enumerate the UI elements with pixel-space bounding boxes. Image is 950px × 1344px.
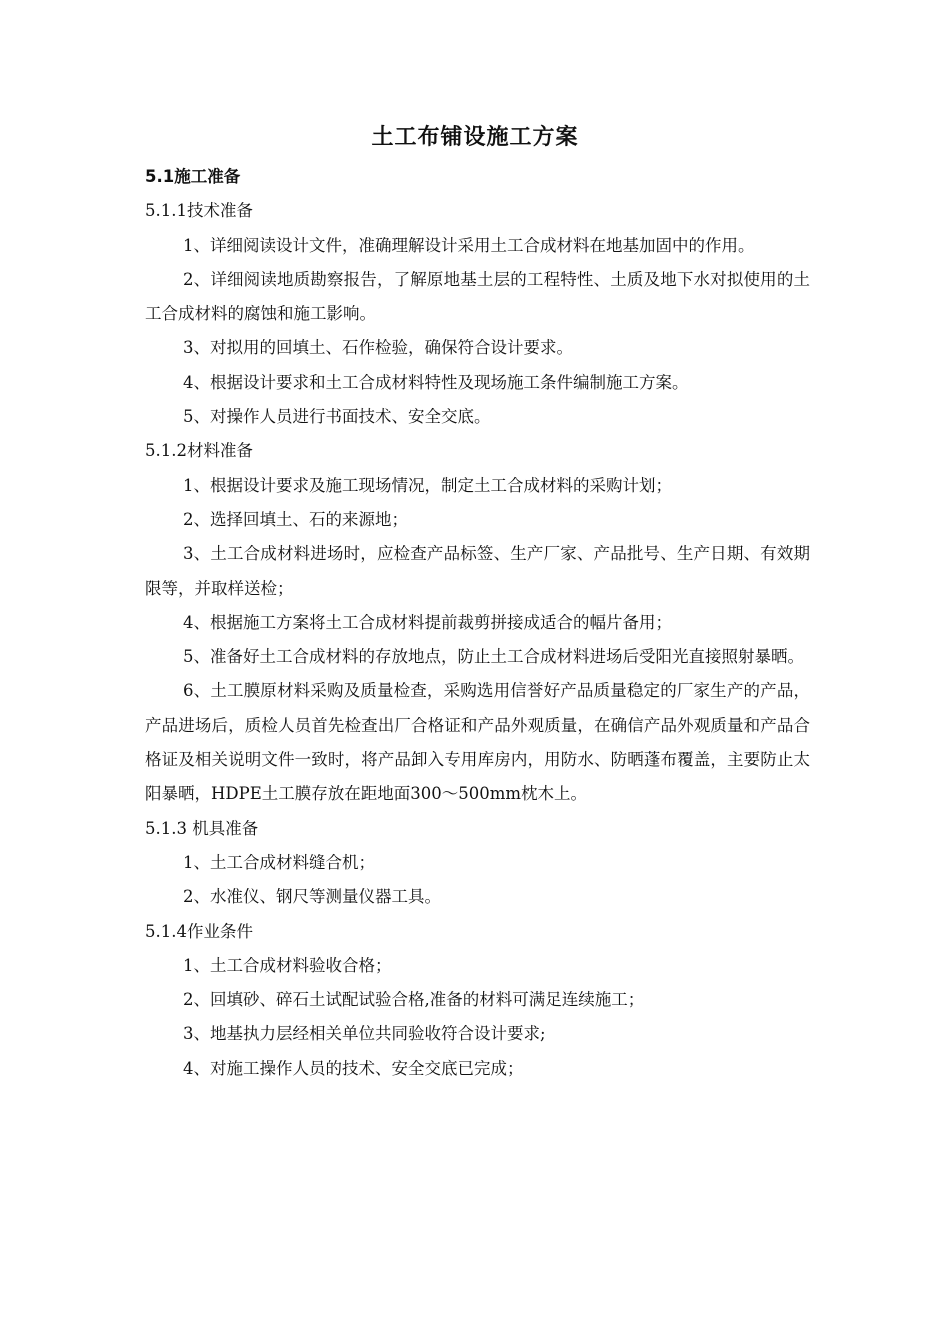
paragraph: 3、对拟用的回填土、石作检验，确保符合设计要求。 [183,338,573,358]
paragraph: 1、土工合成材料验收合格； [183,955,392,975]
subsection-heading-material: 5.1.2材料准备 [145,441,253,461]
subsection-heading-tools: 5.1.3 机具准备 [145,818,259,838]
paragraph: 5、准备好土工合成材料的存放地点，防止土工合成材料进场后受阳光直接照射暴晒。 [183,647,804,667]
paragraph: 3、土工合成材料进场时，应检查产品标签、生产厂家、产品批号、生产日期、有效期限等，并取样送检； [145,544,810,598]
paragraph: 6、土工膜原材料采购及质量检查，采购选用信誉好产品质量稳定的厂家生产的产品，产品进场后，质检人员首先检查出厂合格证和产品外观质量，在确信产品外观质量和产品合格证及相关说明文件一致时，将产品卸入专用库房内，用防水、防晒蓬布覆盖，主要防止太阳暴晒，HDPE土工膜存放在距地面300～500mm枕木上。 [145,681,810,804]
document-title: 土工布铺设施工方案 [371,125,579,150]
document-body [145,160,810,1086]
paragraph: 1、土工合成材料缝合机； [183,852,375,872]
paragraph: 4、对施工操作人员的技术、安全交底已完成； [183,1058,524,1078]
paragraph: 2、选择回填土、石的来源地； [183,509,408,529]
subsection-heading-conditions: 5.1.4作业条件 [145,921,253,941]
paragraph: 4、根据设计要求和土工合成材料特性及现场施工条件编制施工方案。 [183,372,689,392]
paragraph: 1、根据设计要求及施工现场情况，制定土工合成材料的采购计划； [183,475,672,495]
paragraph: 2、水准仪、钢尺等测量仪器工具。 [183,887,441,907]
paragraph: 4、根据施工方案将土工合成材料提前裁剪拼接成适合的幅片备用； [183,612,672,632]
subsection-heading-tech: 5.1.1技术准备 [145,201,253,221]
section-heading: 5.1施工准备 [145,167,241,186]
paragraph: 1、详细阅读设计文件，准确理解设计采用土工合成材料在地基加固中的作用。 [183,235,755,255]
paragraph: 5、对操作人员进行书面技术、安全交底。 [183,407,491,427]
paragraph: 2、详细阅读地质勘察报告，了解原地基土层的工程特性、土质及地下水对拟使用的土工合成材料的腐蚀和施工影响。 [145,269,810,324]
paragraph: 3、地基执力层经相关单位共同验收符合设计要求; [183,1024,546,1044]
paragraph: 2、回填砂、碎石土试配试验合格,准备的材料可满足连续施工； [183,990,645,1010]
